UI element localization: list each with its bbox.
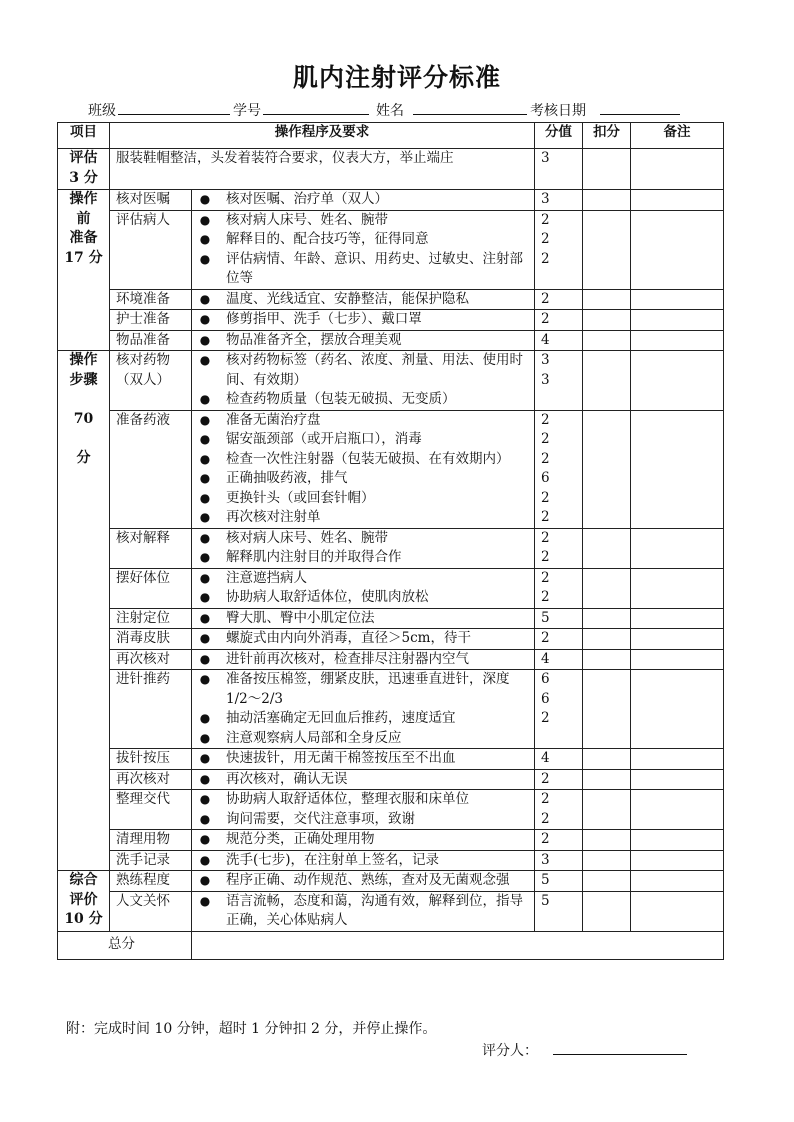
note-cell[interactable] bbox=[631, 568, 724, 608]
list-item bbox=[192, 331, 534, 351]
student-id-label: 学号 bbox=[233, 103, 261, 119]
operation-list bbox=[192, 629, 535, 650]
operation-text: 臀大肌、臀中小肌定位法 bbox=[226, 609, 375, 626]
deduct-cell[interactable] bbox=[583, 351, 631, 411]
deduct-cell[interactable] bbox=[583, 891, 631, 931]
score-value: 2 bbox=[541, 311, 550, 327]
table-row bbox=[58, 891, 724, 931]
student-id-field[interactable] bbox=[263, 114, 369, 115]
score-value: 2 bbox=[541, 231, 550, 247]
sub-item-label: 环境准备 bbox=[110, 289, 192, 310]
note-cell[interactable] bbox=[631, 670, 724, 749]
bullet-icon: ● bbox=[199, 771, 211, 786]
table-row bbox=[58, 649, 724, 670]
score-cell bbox=[535, 891, 583, 931]
table-row bbox=[58, 528, 724, 568]
list-item bbox=[192, 810, 534, 830]
operation-list bbox=[192, 330, 535, 351]
sub-item-label: 进针推药 bbox=[110, 670, 192, 749]
operation-text: 准备按压棉签，绷紧皮肤，迅速垂直进针，深度 1/2～2/3 bbox=[226, 671, 510, 707]
operation-list bbox=[192, 891, 535, 931]
note-cell[interactable] bbox=[631, 871, 724, 892]
bullet-icon: ● bbox=[199, 392, 211, 406]
bullet-icon: ● bbox=[199, 192, 211, 206]
score-value: 2 bbox=[541, 589, 550, 605]
score-value: 2 bbox=[541, 489, 550, 506]
score-value: 4 bbox=[541, 750, 550, 766]
list-item bbox=[192, 871, 534, 891]
list-item bbox=[192, 351, 534, 390]
deduct-cell[interactable] bbox=[583, 649, 631, 670]
deduct-cell[interactable] bbox=[583, 749, 631, 770]
deduct-cell[interactable] bbox=[583, 608, 631, 629]
note-cell[interactable] bbox=[631, 608, 724, 629]
sub-item-label: 人文关怀 bbox=[110, 891, 192, 931]
operation-text: 准备无菌治疗盘 bbox=[226, 411, 321, 428]
list-item bbox=[192, 770, 534, 790]
score-value: 3 bbox=[541, 851, 550, 868]
deduct-cell[interactable] bbox=[583, 210, 631, 289]
list-item bbox=[192, 469, 534, 489]
operation-list bbox=[192, 769, 535, 790]
score-cell bbox=[535, 670, 583, 749]
operation-list bbox=[192, 670, 535, 749]
header-score: 分值 bbox=[535, 123, 583, 149]
operation-text: 解释肌内注射目的并取得合作 bbox=[226, 549, 402, 565]
table-row bbox=[58, 410, 724, 528]
operation-text: 程序正确、动作规范、熟练，查对及无菌观念强 bbox=[226, 872, 510, 888]
list-item bbox=[192, 709, 534, 729]
table-row bbox=[58, 769, 724, 790]
bullet-icon: ● bbox=[199, 212, 211, 227]
score-value: 6 bbox=[541, 690, 550, 707]
bullet-icon: ● bbox=[199, 792, 211, 806]
note-cell[interactable] bbox=[631, 850, 724, 871]
bullet-icon: ● bbox=[199, 312, 211, 326]
list-item bbox=[192, 588, 534, 608]
bullet-icon: ● bbox=[199, 893, 211, 908]
list-item bbox=[192, 670, 534, 709]
operation-text: 注意遮挡病人 bbox=[226, 569, 307, 586]
deduct-cell[interactable] bbox=[583, 568, 631, 608]
operation-list bbox=[192, 310, 535, 331]
operation-list bbox=[192, 210, 535, 289]
bullet-icon: ● bbox=[199, 353, 211, 367]
list-item bbox=[192, 729, 534, 749]
list-item bbox=[192, 892, 534, 931]
bullet-icon: ● bbox=[199, 251, 211, 266]
bullet-icon: ● bbox=[199, 412, 211, 427]
operation-text: 解释目的、配合技巧等，征得同意 bbox=[226, 231, 429, 247]
exam-date-field[interactable] bbox=[600, 114, 680, 115]
operation-list bbox=[192, 790, 535, 830]
operation-text: 快速拔针，用无菌干棉签按压至不出血 bbox=[226, 750, 456, 766]
bullet-icon: ● bbox=[199, 631, 211, 645]
note-cell[interactable] bbox=[631, 891, 724, 931]
score-value: 6 bbox=[541, 470, 550, 486]
score-cell: 3 bbox=[535, 149, 583, 190]
operation-list bbox=[192, 190, 535, 211]
score-value: 2 bbox=[541, 450, 550, 467]
list-item bbox=[192, 250, 534, 289]
exam-info-line bbox=[0, 100, 794, 120]
score-value: 2 bbox=[541, 290, 550, 307]
score-value: 2 bbox=[541, 710, 550, 726]
operation-text: 再次核对注射单 bbox=[226, 509, 321, 525]
deduct-cell[interactable] bbox=[583, 790, 631, 830]
bullet-icon: ● bbox=[199, 873, 211, 887]
score-value: 2 bbox=[541, 211, 550, 228]
score-cell bbox=[535, 830, 583, 851]
list-item bbox=[192, 211, 534, 231]
section-name: 评估 3 分 bbox=[58, 149, 110, 190]
exam-date-label: 考核日期 bbox=[530, 103, 586, 119]
bullet-icon: ● bbox=[199, 711, 211, 725]
score-cell bbox=[535, 289, 583, 310]
note-cell[interactable] bbox=[631, 790, 724, 830]
operation-text: 物品准备齐全，摆放合理美观 bbox=[226, 331, 402, 348]
score-value: 2 bbox=[541, 569, 550, 586]
score-value: 2 bbox=[541, 250, 550, 267]
deduct-cell[interactable] bbox=[583, 410, 631, 528]
table-row bbox=[58, 310, 724, 331]
note-cell[interactable] bbox=[631, 289, 724, 310]
score-value: 5 bbox=[541, 609, 550, 626]
score-value: 2 bbox=[541, 770, 550, 787]
bullet-icon: ● bbox=[199, 852, 211, 867]
table-row bbox=[58, 670, 724, 749]
page-title: 肌内注射评分标准 bbox=[292, 63, 501, 92]
sub-item-label: 再次核对 bbox=[110, 769, 192, 790]
bullet-icon: ● bbox=[199, 751, 211, 765]
score-cell bbox=[535, 410, 583, 528]
operation-list bbox=[192, 289, 535, 310]
operation-text: 更换针头（或回套针帽） bbox=[226, 489, 375, 506]
operation-text: 规范分类，正确处理用物 bbox=[226, 831, 375, 847]
list-item bbox=[192, 390, 534, 410]
note-cell[interactable] bbox=[631, 351, 724, 411]
bullet-icon: ● bbox=[199, 811, 211, 826]
grader-signature-field[interactable] bbox=[553, 1054, 687, 1055]
deduct-cell[interactable] bbox=[583, 830, 631, 851]
operation-text: 检查药物质量（包装无破损、无变质） bbox=[226, 391, 456, 407]
header-deduct: 扣分 bbox=[583, 123, 631, 149]
note-cell[interactable] bbox=[631, 330, 724, 351]
name-field[interactable] bbox=[413, 114, 527, 115]
list-item bbox=[192, 230, 534, 250]
list-item bbox=[192, 569, 534, 589]
table-row bbox=[58, 190, 724, 211]
header-procedure: 操作程序及要求 bbox=[110, 123, 535, 149]
sub-item-label: 评估病人 bbox=[110, 210, 192, 289]
deduct-cell[interactable] bbox=[583, 629, 631, 650]
list-item bbox=[192, 190, 534, 210]
bullet-icon: ● bbox=[199, 651, 211, 666]
deduct-cell[interactable] bbox=[583, 769, 631, 790]
list-item bbox=[192, 450, 534, 470]
operation-list bbox=[192, 749, 535, 770]
list-item bbox=[192, 290, 534, 310]
score-cell bbox=[535, 649, 583, 670]
scoring-table bbox=[57, 122, 724, 960]
operation-text: 再次核对，确认无误 bbox=[226, 770, 348, 787]
score-value: 4 bbox=[541, 331, 550, 348]
table-row bbox=[58, 351, 724, 411]
table-row bbox=[58, 289, 724, 310]
sub-item-label: 清理用物 bbox=[110, 830, 192, 851]
score-cell bbox=[535, 330, 583, 351]
bullet-icon: ● bbox=[199, 432, 211, 446]
note-cell[interactable] bbox=[631, 769, 724, 790]
sub-item-label: 核对医嘱 bbox=[110, 190, 192, 211]
operation-text: 螺旋式由内向外消毒，直径＞5cm，待干 bbox=[226, 630, 471, 646]
section-name: 综合 评价 10 分 bbox=[58, 871, 110, 932]
operation-text: 询问需要，交代注意事项，致谢 bbox=[226, 810, 415, 827]
total-label: 总分 bbox=[58, 931, 192, 959]
operation-text: 核对病人床号、姓名、腕带 bbox=[226, 211, 388, 228]
bullet-icon: ● bbox=[199, 590, 211, 604]
list-item bbox=[192, 310, 534, 330]
note-cell[interactable] bbox=[631, 410, 724, 528]
note-cell[interactable] bbox=[631, 649, 724, 670]
bullet-icon: ● bbox=[199, 730, 211, 745]
bullet-icon: ● bbox=[199, 610, 211, 625]
section-name: 操作 步骤 70 分 bbox=[58, 351, 110, 871]
grader-label: 评分人： bbox=[482, 1043, 538, 1059]
deduct-cell[interactable] bbox=[583, 190, 631, 211]
score-cell bbox=[535, 769, 583, 790]
list-item bbox=[192, 851, 534, 871]
header-item: 项目 bbox=[58, 123, 110, 149]
score-cell bbox=[535, 871, 583, 892]
score-value: 2 bbox=[541, 630, 550, 646]
sub-item-label: 摆好体位 bbox=[110, 568, 192, 608]
deduct-cell[interactable] bbox=[583, 149, 631, 190]
class-label: 班级 bbox=[88, 103, 116, 119]
score-cell bbox=[535, 190, 583, 211]
bullet-icon: ● bbox=[199, 232, 211, 246]
bullet-icon: ● bbox=[199, 471, 211, 485]
operation-list bbox=[192, 528, 535, 568]
deduct-cell[interactable] bbox=[583, 330, 631, 351]
deduct-cell[interactable] bbox=[583, 850, 631, 871]
operation-list bbox=[192, 568, 535, 608]
score-cell bbox=[535, 568, 583, 608]
sub-item-label: 拔针按压 bbox=[110, 749, 192, 770]
sub-item-label: 注射定位 bbox=[110, 608, 192, 629]
operation-list bbox=[192, 871, 535, 892]
list-item bbox=[192, 749, 534, 769]
class-field[interactable] bbox=[118, 114, 230, 115]
table-row bbox=[58, 210, 724, 289]
score-cell bbox=[535, 629, 583, 650]
sub-item-label: 再次核对 bbox=[110, 649, 192, 670]
sub-item-label: 整理交代 bbox=[110, 790, 192, 830]
sub-item-label: 核对解释 bbox=[110, 528, 192, 568]
bullet-icon: ● bbox=[199, 451, 211, 466]
operation-list bbox=[192, 850, 535, 871]
operation-text: 协助病人取舒适体位，使肌肉放松 bbox=[226, 589, 429, 605]
table-row bbox=[58, 629, 724, 650]
note-cell[interactable] bbox=[631, 528, 724, 568]
list-item bbox=[192, 529, 534, 549]
score-value: 3 bbox=[541, 371, 550, 388]
operation-text: 协助病人取舒适体位，整理衣服和床单位 bbox=[226, 791, 469, 807]
operation-text: 核对药物标签（药名、浓度、剂量、用法、使用时间、有效期） bbox=[226, 352, 523, 388]
table-row bbox=[58, 790, 724, 830]
bullet-icon: ● bbox=[199, 672, 211, 686]
operation-text: 洗手(七步)，在注射单上签名，记录 bbox=[226, 851, 440, 868]
list-item bbox=[192, 609, 534, 629]
bullet-icon: ● bbox=[199, 550, 211, 564]
score-value: 3 bbox=[541, 352, 550, 368]
score-cell bbox=[535, 850, 583, 871]
operation-text: 温度、光线适宜、安静整洁，能保护隐私 bbox=[226, 290, 469, 307]
operation-text: 抽动活塞确定无回血后推药，速度适宜 bbox=[226, 710, 456, 726]
list-item bbox=[192, 830, 534, 850]
deduct-cell[interactable] bbox=[583, 289, 631, 310]
bullet-icon: ● bbox=[199, 291, 211, 306]
score-cell bbox=[535, 790, 583, 830]
sub-item-label: 熟练程度 bbox=[110, 871, 192, 892]
score-value: 2 bbox=[541, 509, 550, 525]
score-value: 2 bbox=[541, 549, 550, 565]
list-item bbox=[192, 508, 534, 528]
score-value: 2 bbox=[541, 411, 550, 428]
bullet-icon: ● bbox=[199, 570, 211, 585]
score-value: 5 bbox=[541, 892, 550, 909]
table-row bbox=[58, 749, 724, 770]
score-cell bbox=[535, 310, 583, 331]
operation-text: 评估病情、年龄、意识、用药史、过敏史、注射部位等 bbox=[226, 250, 523, 286]
note-cell[interactable] bbox=[631, 149, 724, 190]
sub-item-label: 洗手记录 bbox=[110, 850, 192, 871]
operation-list bbox=[192, 410, 535, 528]
deduct-cell[interactable] bbox=[583, 670, 631, 749]
operation-list bbox=[192, 830, 535, 851]
sub-item-label: 核对药物 （双人） bbox=[110, 351, 192, 411]
list-item bbox=[192, 411, 534, 431]
score-cell bbox=[535, 749, 583, 770]
score-value: 2 bbox=[541, 431, 550, 447]
table-row bbox=[58, 850, 724, 871]
sub-item-label: 护士准备 bbox=[110, 310, 192, 331]
list-item bbox=[192, 548, 534, 568]
note-cell[interactable] bbox=[631, 190, 724, 211]
score-value: 3 bbox=[541, 191, 550, 207]
total-row bbox=[58, 931, 724, 959]
name-label: 姓名 bbox=[376, 103, 404, 119]
note-cell[interactable] bbox=[631, 310, 724, 331]
sub-item-label: 准备药液 bbox=[110, 410, 192, 528]
table-row bbox=[58, 608, 724, 629]
procedure-text: 服装鞋帽整洁，头发着装符合要求，仪表大方，举止端庄 bbox=[110, 149, 535, 190]
section-name: 操作 前 准备 17 分 bbox=[58, 190, 110, 351]
list-item bbox=[192, 629, 534, 649]
operation-text: 核对病人床号、姓名、腕带 bbox=[226, 529, 388, 546]
deduct-cell[interactable] bbox=[583, 528, 631, 568]
score-value: 4 bbox=[541, 650, 550, 667]
table-row bbox=[58, 830, 724, 851]
table-row bbox=[58, 568, 724, 608]
operation-text: 语言流畅，态度和蔼，沟通有效，解释到位，指导正确，关心体贴病人 bbox=[226, 892, 523, 928]
operation-text: 检查一次性注射器（包装无破损、在有效期内） bbox=[226, 450, 510, 467]
bullet-icon: ● bbox=[199, 832, 211, 846]
score-cell bbox=[535, 210, 583, 289]
table-row bbox=[58, 330, 724, 351]
operation-list bbox=[192, 608, 535, 629]
deduct-cell[interactable] bbox=[583, 310, 631, 331]
bullet-icon: ● bbox=[199, 332, 211, 347]
note-cell[interactable] bbox=[631, 629, 724, 650]
score-value: 2 bbox=[541, 791, 550, 807]
note-cell[interactable] bbox=[631, 749, 724, 770]
list-item bbox=[192, 489, 534, 509]
score-value: 6 bbox=[541, 671, 550, 687]
operation-text: 锯安瓿颈部（或开启瓶口），消毒 bbox=[226, 431, 422, 447]
score-value: 5 bbox=[541, 872, 550, 888]
list-item bbox=[192, 790, 534, 810]
footnote: 附：完成时间 10 分钟，超时 1 分钟扣 2 分，并停止操作。 bbox=[66, 1021, 437, 1037]
operation-text: 正确抽吸药液，排气 bbox=[226, 470, 348, 486]
table-row bbox=[58, 149, 724, 190]
score-value: 2 bbox=[541, 529, 550, 546]
operation-list bbox=[192, 351, 535, 411]
score-cell bbox=[535, 351, 583, 411]
list-item bbox=[192, 650, 534, 670]
score-cell bbox=[535, 608, 583, 629]
deduct-cell[interactable] bbox=[583, 871, 631, 892]
table-row bbox=[58, 871, 724, 892]
operation-text: 注意观察病人局部和全身反应 bbox=[226, 729, 402, 746]
bullet-icon: ● bbox=[199, 530, 211, 545]
note-cell[interactable] bbox=[631, 210, 724, 289]
sub-item-label: 消毒皮肤 bbox=[110, 629, 192, 650]
sub-item-label: 物品准备 bbox=[110, 330, 192, 351]
score-cell bbox=[535, 528, 583, 568]
bullet-icon: ● bbox=[199, 510, 211, 524]
score-value: 2 bbox=[541, 831, 550, 847]
operation-text: 修剪指甲、洗手（七步）、戴口罩 bbox=[226, 311, 422, 327]
operation-list bbox=[192, 649, 535, 670]
list-item bbox=[192, 430, 534, 450]
header-note: 备注 bbox=[631, 123, 724, 149]
operation-text: 核对医嘱、治疗单（双人） bbox=[226, 191, 388, 207]
table-header-row bbox=[58, 123, 724, 149]
operation-text: 进针前再次核对，检查排尽注射器内空气 bbox=[226, 650, 469, 667]
total-value[interactable] bbox=[192, 931, 724, 959]
note-cell[interactable] bbox=[631, 830, 724, 851]
score-value: 2 bbox=[541, 810, 550, 827]
bullet-icon: ● bbox=[199, 490, 211, 505]
